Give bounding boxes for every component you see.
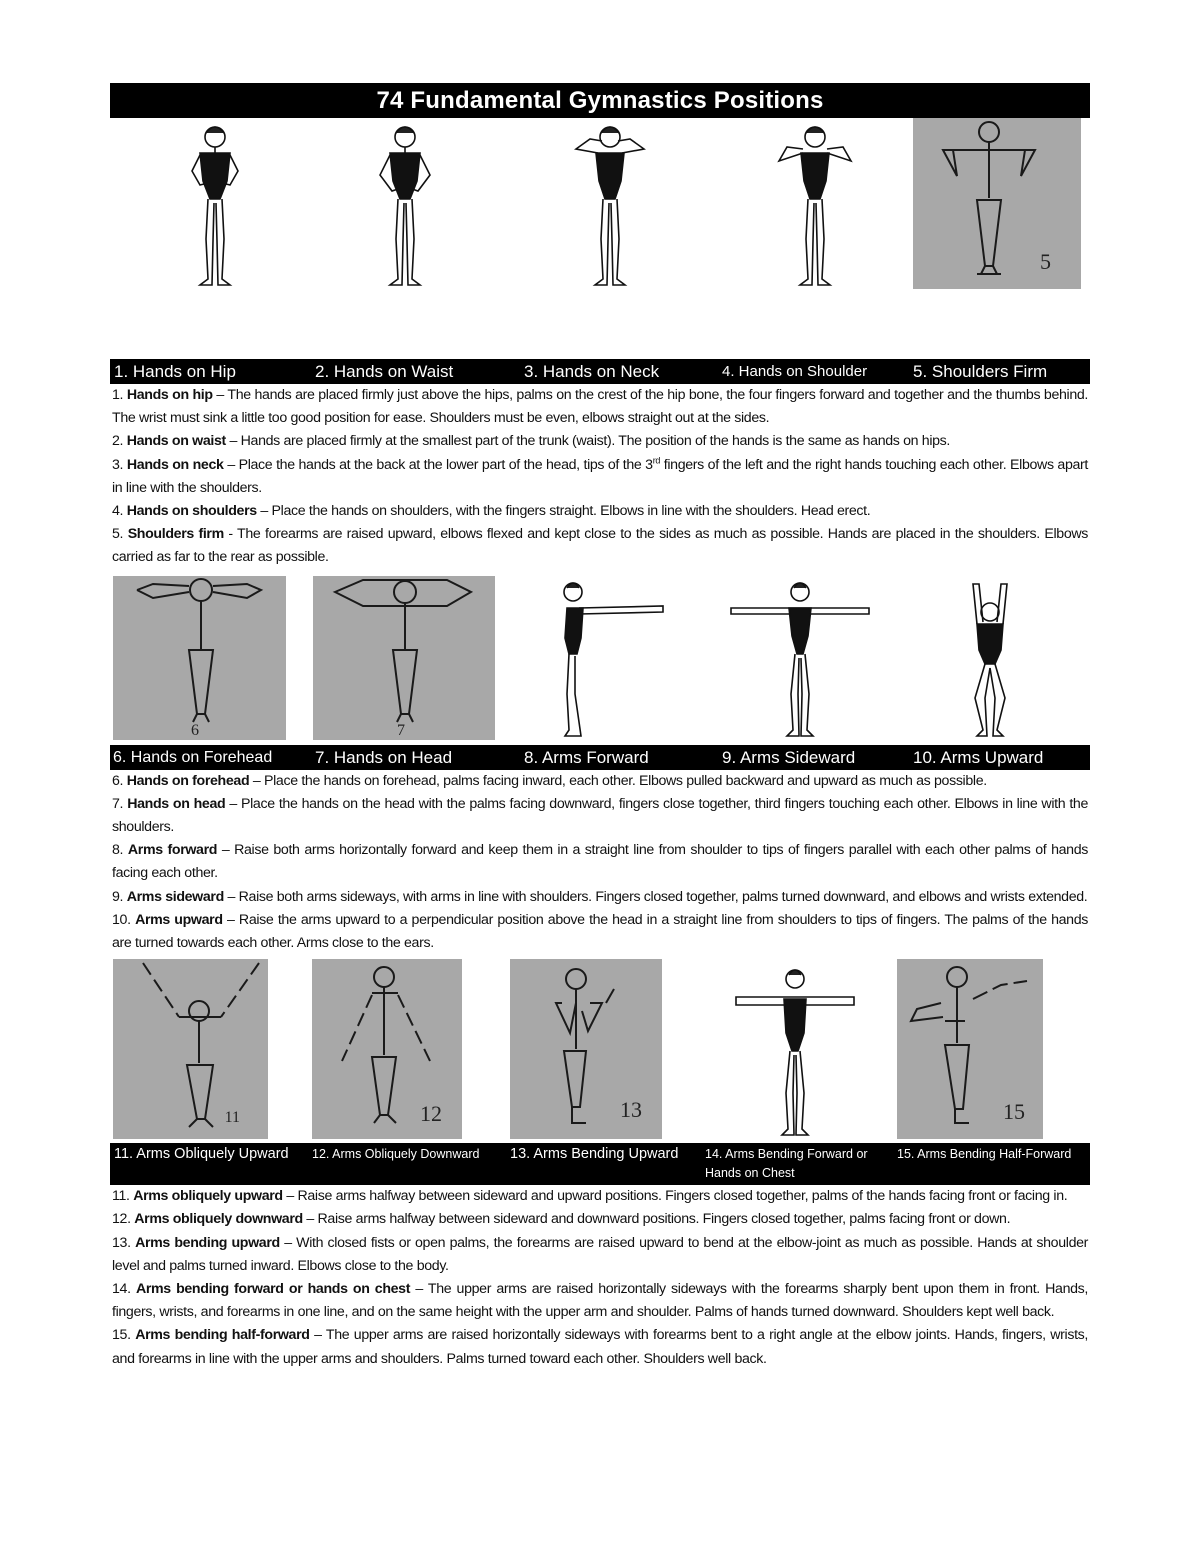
item-number: 1. xyxy=(112,387,124,403)
label-hands-on-hip: 1. Hands on Hip xyxy=(114,362,236,381)
description-item xyxy=(112,430,1088,453)
description-item xyxy=(112,454,1088,500)
figure-hands-on-hip xyxy=(130,118,300,289)
item-text: - The forearms are raised upward, elbows flexed and kept close to the sides as much as possible. Hands are placed in the shoulders. Elbows carried as far to the rear as possible. xyxy=(112,526,1089,566)
figure-arms-bending-half-forward xyxy=(897,959,1043,1139)
item-number: 12. xyxy=(112,1211,131,1228)
figure-number: 6 xyxy=(191,721,199,739)
stick-figure-drawing xyxy=(113,959,268,1139)
label-hands-on-waist: 2. Hands on Waist xyxy=(315,362,454,381)
item-number: 11. xyxy=(112,1188,130,1205)
gymnast-illustration xyxy=(765,119,865,289)
description-item xyxy=(112,886,1088,909)
description-item xyxy=(112,1232,1088,1278)
description-item xyxy=(112,770,1088,793)
item-term: Hands on neck xyxy=(126,456,224,473)
stick-figure-drawing xyxy=(313,576,495,740)
item-term: Hands on forehead xyxy=(126,772,250,789)
item-number: 15. xyxy=(112,1327,131,1344)
figure-arms-bending-upward xyxy=(510,959,662,1139)
item-number: 13. xyxy=(112,1234,131,1251)
label-bar-3 xyxy=(110,1143,1090,1185)
item-text: – The upper arms are raised horizontally sideways with forearms bent to a right angle at the elbow joints. Hands, fingers, wrists, and forearms in line with the upper arms and shoulders. Palms turned toward each other. Shoulders well back. xyxy=(112,1327,1089,1367)
figure-number: 7 xyxy=(397,721,405,739)
stick-figure-drawing xyxy=(113,576,286,740)
figure-hands-on-forehead xyxy=(113,576,286,740)
description-item xyxy=(112,523,1088,569)
item-number: 5. xyxy=(112,526,124,543)
item-text: – Raise arms halfway between sideward and upward positions. Fingers closed together, palms of the hands facing front or facing in. xyxy=(286,1188,1068,1205)
figure-hands-on-head xyxy=(313,576,495,740)
description-item xyxy=(112,909,1088,955)
gymnast-illustration xyxy=(945,578,1035,738)
gymnast-illustration xyxy=(725,578,875,738)
item-number: 6. xyxy=(112,772,124,789)
item-text: – Raise the arms upward to a perpendicular position above the head in a straight line from shoulders to tips of fingers. The palms of the hands are turned towards each other. Arms close to the ears. xyxy=(112,911,1089,952)
gymnast-illustration xyxy=(545,578,675,738)
item-text: – Raise arms halfway between sideward and downward positions. Fingers closed together, palms facing front or down. xyxy=(306,1211,1011,1228)
label-shoulders-firm: 5. Shoulders Firm xyxy=(913,362,1048,381)
item-number: 3. xyxy=(112,456,124,473)
figure-arms-obliquely-downward xyxy=(312,959,462,1139)
description-item xyxy=(112,1208,1088,1231)
item-number: 8. xyxy=(112,842,124,859)
label-arms-upward: 10. Arms Upward xyxy=(913,747,1044,767)
description-item xyxy=(112,500,1088,523)
item-term: Hands on shoulders xyxy=(126,503,257,520)
label-arms-bending-half-forward: 15. Arms Bending Half-Forward xyxy=(897,1147,1072,1162)
label-hands-on-forehead: 6. Hands on Forehead xyxy=(113,748,273,766)
page-title: 74 Fundamental Gymnastics Positions xyxy=(110,83,1090,118)
figure-row-3 xyxy=(110,959,1090,1139)
item-term: Arms bending forward or hands on chest xyxy=(135,1281,411,1298)
item-term: Arms upward xyxy=(135,911,223,928)
description-item xyxy=(112,1324,1088,1370)
item-term: Arms bending upward xyxy=(135,1234,280,1251)
description-block-1 xyxy=(110,384,1090,570)
item-term: Hands on waist xyxy=(126,433,226,450)
item-term: Hands on hip xyxy=(126,387,213,403)
item-text: – Place the hands at the back at the lower part of the head, tips of the 3 xyxy=(227,456,653,473)
label-arms-obliquely-downward: 12. Arms Obliquely Downward xyxy=(312,1147,480,1162)
item-text: – With closed fists or open palms, the forearms are raised upward to bend at the elbow-joint as much as possible. Hands at shoulder level and palms turned inward. Elbows close to the body. xyxy=(112,1234,1089,1274)
item-term: Arms obliquely downward xyxy=(134,1211,303,1228)
label-arms-sideward: 9. Arms Sideward xyxy=(722,747,856,767)
figure-arms-sideward xyxy=(725,576,875,740)
label-bar-2 xyxy=(110,745,1090,770)
gymnast-illustration xyxy=(560,119,660,289)
figure-shoulders-firm xyxy=(913,118,1081,289)
stick-figure-drawing xyxy=(913,118,1081,289)
figure-arms-forward xyxy=(530,576,690,740)
item-term: Arms obliquely upward xyxy=(133,1188,283,1205)
figure-row-1 xyxy=(110,118,1090,289)
item-term: Arms bending half-forward xyxy=(135,1327,310,1344)
figure-arms-bending-forward xyxy=(720,959,870,1139)
item-term: Hands on head xyxy=(127,795,226,812)
gymnast-illustration xyxy=(360,119,450,289)
description-item xyxy=(112,1185,1088,1208)
item-superscript: rd xyxy=(652,454,661,465)
item-text: – Place the hands on forehead, palms facing inward, each other. Elbows pulled backward and upward as much as possible. xyxy=(252,772,987,789)
figure-hands-on-neck xyxy=(530,118,690,289)
gymnast-illustration xyxy=(170,119,260,289)
item-text: – Hands are placed firmly at the smallest part of the trunk (waist). The position of the hands is the same as hands on hips. xyxy=(229,433,950,450)
description-item xyxy=(112,793,1088,839)
figure-number: 5 xyxy=(1040,249,1051,274)
description-block-3 xyxy=(110,1185,1090,1371)
item-term: Arms sideward xyxy=(126,888,224,905)
label-hands-on-shoulder: 4. Hands on Shoulder xyxy=(722,363,868,380)
label-arms-forward: 8. Arms Forward xyxy=(524,747,649,767)
description-item xyxy=(112,1278,1088,1324)
label-arms-bending-upward: 13. Arms Bending Upward xyxy=(510,1146,679,1163)
item-number: 7. xyxy=(112,795,124,812)
description-item xyxy=(112,384,1088,430)
label-bar-1 xyxy=(110,359,1090,384)
item-text: – Raise both arms horizontally forward and keep them in a straight line from shoulder to tips of fingers parallel with each other palms of hands facing each other. xyxy=(112,842,1089,882)
figure-number: 12 xyxy=(420,1101,442,1127)
item-text: – The hands are placed firmly just above the hips, palms on the crest of the hip bone, the four fingers forward and together and the thumbs behind. The wrist must sink a little too good position for ease. Shoulders must be even, elbows straight out at the sides. xyxy=(112,387,1088,427)
item-number: 4. xyxy=(112,503,124,520)
item-text: – Place the hands on shoulders, with the fingers straight. Elbows in line with the shoulders. Head erect. xyxy=(260,503,871,520)
figure-row-2 xyxy=(110,576,1090,740)
item-number: 2. xyxy=(112,433,124,450)
item-number: 9. xyxy=(112,888,124,905)
item-text: – The upper arms are raised horizontally sideways with the forearms sharply bent upon them in front. Hands, fingers, wrists, and forearms in one line, and on the same height with the upper arm and shoulder. Palms of hands turned downward. Shoulders kept well back. xyxy=(112,1281,1089,1321)
figure-number: 11 xyxy=(224,1109,240,1127)
description-block-2 xyxy=(110,770,1090,956)
item-number: 14. xyxy=(112,1281,131,1298)
item-term: Shoulders firm xyxy=(127,526,224,543)
gymnast-illustration xyxy=(720,959,870,1139)
label-arms-bending-forward: 14. Arms Bending Forward or Hands on Chest xyxy=(705,1147,868,1181)
label-hands-on-head: 7. Hands on Head xyxy=(315,747,453,767)
figure-arms-upward xyxy=(930,576,1050,740)
figure-number: 15 xyxy=(1003,1099,1025,1125)
item-number: 10. xyxy=(112,911,131,928)
figure-number: 13 xyxy=(620,1097,642,1123)
figure-hands-on-waist xyxy=(320,118,490,289)
description-item xyxy=(112,839,1088,885)
label-hands-on-neck: 3. Hands on Neck xyxy=(524,362,660,381)
item-term: Arms forward xyxy=(127,842,218,859)
item-text: fingers of the left and the right hands touching each other. Elbows apart in line with the shoulders. xyxy=(112,456,1089,496)
item-text: – Place the hands on the head with the palms facing downward, fingers close together, third fingers touching each other. Elbows in line with the shoulders. xyxy=(112,795,1089,836)
label-arms-obliquely-upward: 11. Arms Obliquely Upward xyxy=(114,1146,289,1163)
figure-hands-on-shoulder xyxy=(735,118,895,289)
item-text: – Raise both arms sideways, with arms in line with shoulders. Fingers closed together, palms turned downward, and elbows and wrists extended. xyxy=(227,888,1088,905)
figure-arms-obliquely-upward xyxy=(113,959,268,1139)
document-page xyxy=(110,83,1090,1371)
